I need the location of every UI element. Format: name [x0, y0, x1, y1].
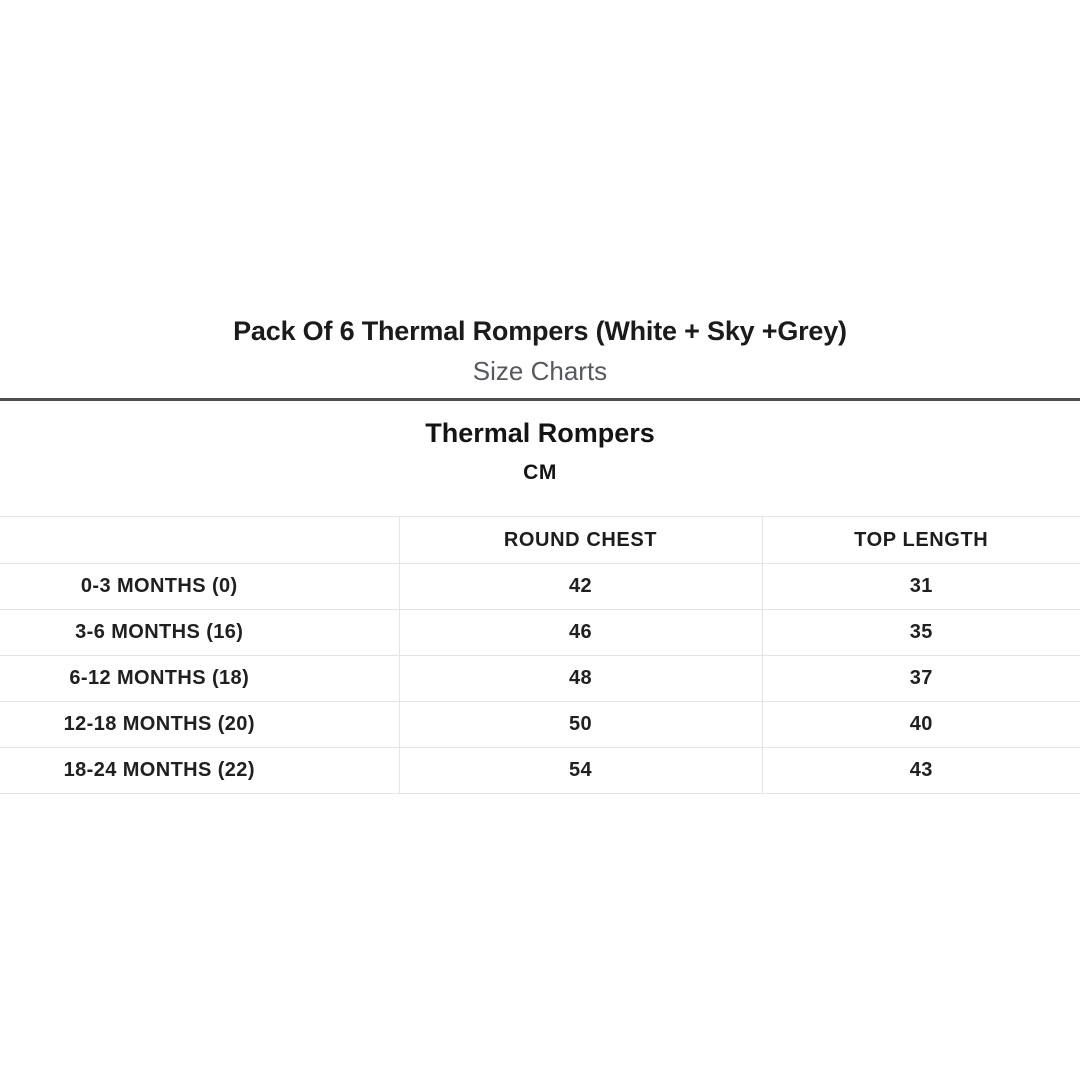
round-chest-value: 48 — [399, 656, 762, 702]
size-row-label: 12-18 MONTHS (20) — [0, 702, 399, 748]
table-row — [0, 702, 1080, 748]
page-subtitle: Size Charts — [472, 356, 608, 386]
round-chest-value: 46 — [399, 610, 762, 656]
top-length-value: 35 — [762, 610, 1080, 656]
top-length-value: 40 — [762, 702, 1080, 748]
round-chest-value: 54 — [399, 748, 762, 794]
table-row — [0, 656, 1080, 702]
table-row — [0, 610, 1080, 656]
top-length-value: 31 — [762, 564, 1080, 610]
column-header-round-chest: ROUND CHEST — [399, 517, 762, 564]
size-row-label: 6-12 MONTHS (18) — [0, 656, 399, 702]
round-chest-value: 42 — [399, 564, 762, 610]
table-row — [0, 748, 1080, 794]
top-length-value: 37 — [762, 656, 1080, 702]
page-title: Pack Of 6 Thermal Rompers (White + Sky +Grey) — [233, 316, 847, 346]
size-row-label: 0-3 MONTHS (0) — [0, 564, 399, 610]
chart-section-title: Thermal Rompers — [425, 418, 655, 448]
size-row-label: 18-24 MONTHS (22) — [0, 748, 399, 794]
chart-unit-label: CM — [523, 461, 557, 484]
size-row-label: 3-6 MONTHS (16) — [0, 610, 399, 656]
top-length-value: 43 — [762, 748, 1080, 794]
size-table — [0, 516, 1080, 794]
round-chest-value: 50 — [399, 702, 762, 748]
table-header-row — [0, 517, 1080, 564]
column-header-size — [0, 517, 399, 564]
table-row — [0, 564, 1080, 610]
section-divider — [0, 398, 1080, 401]
column-header-top-length: TOP LENGTH — [762, 517, 1080, 564]
